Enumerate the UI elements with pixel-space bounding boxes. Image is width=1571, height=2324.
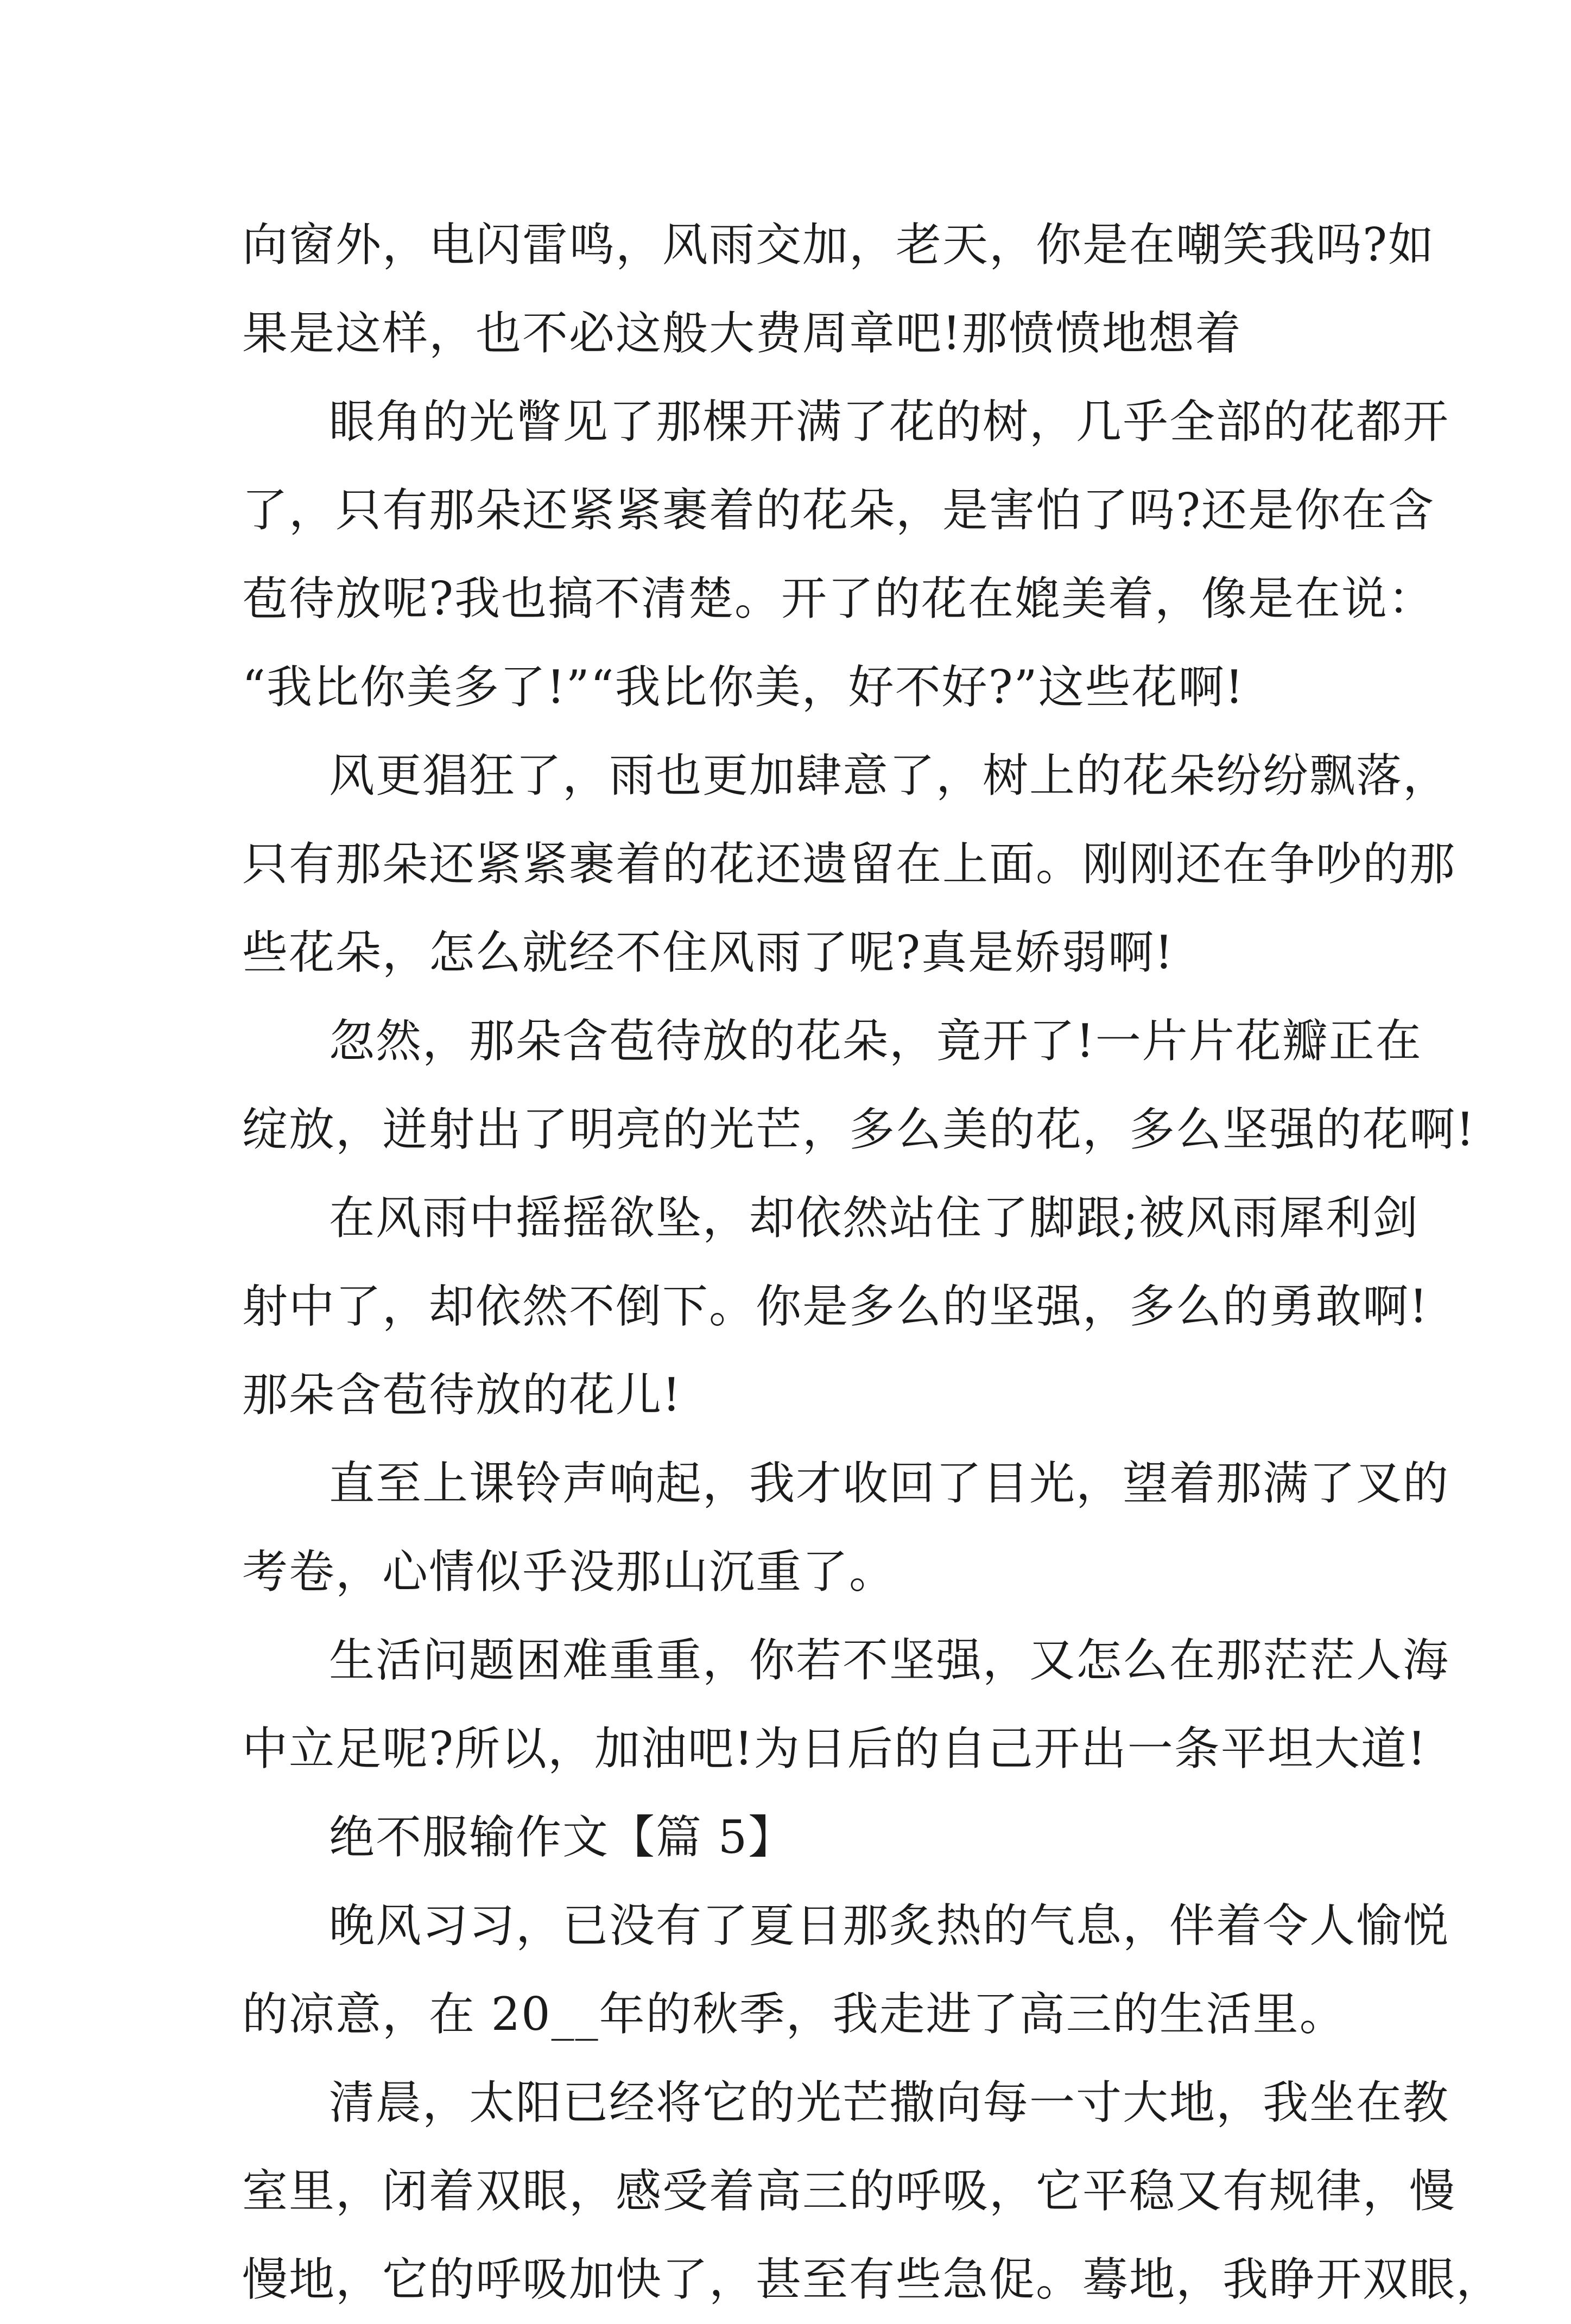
paragraph-line: 苞待放呢?我也搞不清楚。开了的花在媲美着，像是在说： [242,572,1435,625]
paragraph-line: 向窗外，电闪雷鸣，风雨交加，老天，你是在嘲笑我吗?如 [242,218,1435,271]
paragraph-line: “我比你美多了!”“我比你美，好不好?”这些花啊! [242,661,1245,714]
paragraph-line: 射中了，却依然不倒下。你是多么的坚强，多么的勇敢啊! [242,1280,1429,1333]
paragraph-line: 的凉意，在 20__年的秋季，我走进了高三的生活里。 [242,1988,1346,2041]
paragraph-line: 些花朵，怎么就经不住风雨了呢?真是娇弱啊! [242,926,1174,979]
paragraph-first-line: 晚风习习，已没有了夏日那炙热的气息，伴着令人愉悦 [329,1899,1450,1952]
paragraph-first-line: 风更猖狂了，雨也更加肆意了，树上的花朵纷纷飘落， [329,749,1450,802]
paragraph-first-line: 忽然，那朵含苞待放的花朵，竟开了!一片片花瓣正在 [329,1014,1422,1068]
paragraph-line: 考卷，心情似乎没那山沉重了。 [242,1545,896,1598]
paragraph-first-line: 清晨，太阳已经将它的光芒撒向每一寸大地，我坐在教 [329,2076,1450,2129]
essay-body [242,201,1503,2324]
paragraph-first-line: 眼角的光瞥见了那棵开满了花的树，几乎全部的花都开 [329,395,1450,448]
paragraph-line: 果是这样，也不必这般大费周章吧!那愤愤地想着 [242,307,1242,360]
paragraph-line: 慢地，它的呼吸加快了，甚至有些急促。蓦地，我睁开双眼， [242,2253,1503,2306]
paragraph-line: 了，只有那朵还紧紧裹着的花朵，是害怕了吗?还是你在含 [242,484,1435,537]
paragraph-first-line: 绝不服输作文【篇 5】 [329,1811,795,1864]
paragraph-line: 那朵含苞待放的花儿! [242,1368,682,1421]
paragraph-first-line: 生活问题困难重重，你若不坚强，又怎么在那茫茫人海 [329,1634,1450,1687]
paragraph-line: 室里，闭着双眼，感受着高三的呼吸，它平稳又有规律，慢 [242,2164,1456,2218]
paragraph-line: 只有那朵还紧紧裹着的花还遗留在上面。刚刚还在争吵的那 [242,837,1456,891]
paragraph-first-line: 在风雨中摇摇欲坠，却依然站住了脚跟;被风雨犀利剑 [329,1191,1420,1244]
paragraph-line: 中立足呢?所以，加油吧!为日后的自己开出一条平坦大道! [242,1722,1427,1775]
paragraph-line: 绽放，迸射出了明亮的光芒，多么美的花，多么坚强的花啊! [242,1103,1475,1156]
paragraph-first-line: 直至上课铃声响起，我才收回了目光，望着那满了叉的 [329,1457,1450,1510]
